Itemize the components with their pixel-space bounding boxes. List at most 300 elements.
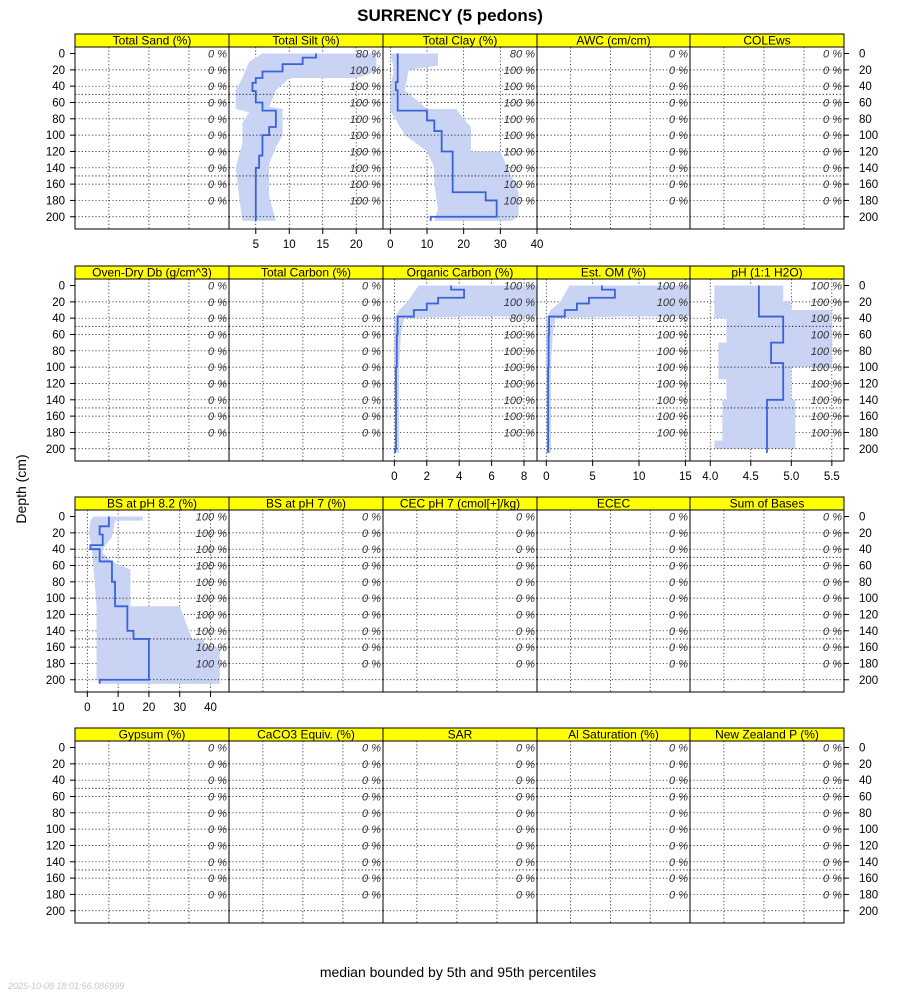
- panel: [229, 497, 383, 693]
- panel: [229, 728, 383, 924]
- y-tick-label: 60: [859, 791, 872, 804]
- y-tick-label: 200: [859, 443, 879, 456]
- data-coverage-label: 0 %: [823, 609, 842, 622]
- data-coverage-label: 100 %: [349, 130, 381, 143]
- data-coverage-label: 100 %: [810, 394, 842, 407]
- data-coverage-label: 0 %: [669, 113, 688, 126]
- y-tick-label: 180: [45, 658, 65, 671]
- y-tick-label: 20: [52, 64, 65, 77]
- data-coverage-label: 0 %: [362, 362, 381, 375]
- panel: [383, 497, 537, 693]
- data-coverage-label: 0 %: [516, 824, 535, 837]
- y-tick-label: 100: [45, 824, 65, 837]
- x-tick-label: 0: [84, 702, 91, 714]
- y-tick-label: 180: [859, 195, 879, 208]
- data-coverage-label: 0 %: [208, 179, 227, 192]
- y-tick-label: 20: [52, 758, 65, 771]
- data-coverage-label: 100 %: [810, 280, 842, 293]
- x-tick-label: 20: [457, 239, 471, 251]
- x-tick-label: 4.5: [742, 471, 759, 483]
- y-tick-label: 0: [859, 511, 866, 524]
- panel-strip-label: COLEws: [743, 33, 791, 48]
- y-tick-label: 80: [859, 113, 872, 126]
- data-coverage-label: 0 %: [362, 742, 381, 755]
- y-tick-label: 140: [45, 856, 65, 869]
- data-coverage-label: 0 %: [516, 742, 535, 755]
- data-coverage-label: 0 %: [208, 824, 227, 837]
- panel: [75, 728, 229, 924]
- data-coverage-label: 0 %: [208, 427, 227, 440]
- y-tick-label: 0: [58, 511, 65, 524]
- data-coverage-label: 100 %: [810, 411, 842, 424]
- data-coverage-label: 0 %: [823, 593, 842, 606]
- panel-border: [75, 279, 229, 461]
- y-tick-label: 100: [45, 362, 65, 375]
- data-coverage-label: 100 %: [195, 511, 227, 524]
- figure-caption: median bounded by 5th and 95th percentiles: [319, 964, 597, 980]
- y-tick-label: 140: [45, 625, 65, 638]
- y-tick-label: 60: [52, 791, 65, 804]
- data-coverage-label: 0 %: [362, 411, 381, 424]
- panel: [690, 34, 844, 230]
- y-axis-label: Depth (cm): [13, 454, 29, 524]
- x-tick-label: 5: [252, 239, 259, 251]
- panel: [690, 728, 844, 924]
- data-coverage-label: 0 %: [516, 511, 535, 524]
- y-tick-label: 100: [45, 593, 65, 606]
- data-coverage-label: 0 %: [362, 840, 381, 853]
- y-tick-label: 80: [859, 807, 872, 820]
- data-coverage-label: 0 %: [208, 807, 227, 820]
- data-coverage-label: 100 %: [195, 625, 227, 638]
- data-coverage-label: 0 %: [516, 560, 535, 573]
- figure-title: SURRENCY (5 pedons): [357, 6, 543, 25]
- y-tick-label: 80: [859, 345, 872, 358]
- data-coverage-label: 100 %: [503, 427, 535, 440]
- data-coverage-label: 0 %: [516, 527, 535, 540]
- panel-strip-label: Est. OM (%): [580, 265, 647, 280]
- data-coverage-label: 0 %: [823, 527, 842, 540]
- y-tick-label: 40: [52, 313, 65, 326]
- data-coverage-label: 100 %: [503, 195, 535, 208]
- y-tick-label: 0: [58, 742, 65, 755]
- data-coverage-label: 0 %: [516, 807, 535, 820]
- data-coverage-label: 100 %: [349, 195, 381, 208]
- data-coverage-label: 0 %: [823, 791, 842, 804]
- y-tick-label: 100: [859, 593, 879, 606]
- data-coverage-label: 0 %: [208, 856, 227, 869]
- x-tick-label: 20: [142, 702, 156, 714]
- y-tick-label: 200: [45, 211, 65, 224]
- data-coverage-label: 100 %: [349, 97, 381, 110]
- data-coverage-label: 100 %: [810, 378, 842, 391]
- panel-border: [229, 510, 383, 692]
- panel: [383, 266, 537, 484]
- data-coverage-label: 0 %: [669, 658, 688, 671]
- data-coverage-label: 0 %: [208, 411, 227, 424]
- data-coverage-label: 0 %: [362, 560, 381, 573]
- panel: [537, 34, 690, 230]
- y-tick-label: 40: [859, 544, 872, 557]
- data-coverage-label: 0 %: [362, 889, 381, 902]
- data-coverage-label: 0 %: [823, 162, 842, 175]
- panel: [383, 34, 543, 252]
- data-coverage-label: 0 %: [669, 840, 688, 853]
- y-tick-label: 100: [859, 824, 879, 837]
- y-tick-label: 120: [45, 146, 65, 159]
- data-coverage-label: 0 %: [823, 195, 842, 208]
- data-coverage-label: 0 %: [208, 378, 227, 391]
- panel-strip-label: Total Silt (%): [272, 33, 340, 48]
- data-coverage-label: 0 %: [362, 576, 381, 589]
- panel-strip-label: Total Clay (%): [422, 33, 498, 48]
- y-tick-label: 180: [859, 427, 879, 440]
- data-coverage-label: 0 %: [669, 97, 688, 110]
- data-coverage-label: 0 %: [516, 658, 535, 671]
- y-tick-label: 40: [859, 775, 872, 788]
- panel-strip-label: BS at pH 8.2 (%): [106, 496, 198, 511]
- panel: [229, 34, 383, 252]
- panel-strip-label: Total Carbon (%): [260, 265, 352, 280]
- data-coverage-label: 0 %: [823, 856, 842, 869]
- y-tick-label: 0: [859, 280, 866, 293]
- percentile-band: [390, 54, 518, 221]
- data-coverage-label: 0 %: [208, 97, 227, 110]
- data-coverage-label: 0 %: [208, 64, 227, 77]
- y-tick-label: 60: [859, 560, 872, 573]
- data-coverage-label: 0 %: [362, 873, 381, 886]
- data-coverage-label: 100 %: [349, 64, 381, 77]
- panel: [383, 728, 537, 924]
- data-coverage-label: 0 %: [823, 179, 842, 192]
- y-tick-label: 100: [859, 130, 879, 143]
- y-tick-label: 200: [45, 905, 65, 918]
- data-coverage-label: 100 %: [810, 427, 842, 440]
- data-coverage-label: 0 %: [362, 593, 381, 606]
- data-coverage-label: 0 %: [208, 362, 227, 375]
- data-coverage-label: 0 %: [823, 889, 842, 902]
- y-tick-label: 0: [58, 280, 65, 293]
- y-tick-label: 160: [45, 411, 65, 424]
- data-coverage-label: 0 %: [208, 313, 227, 326]
- panel-strip-label: Sum of Bases: [729, 496, 805, 511]
- data-coverage-label: 100 %: [810, 296, 842, 309]
- y-tick-label: 200: [859, 211, 879, 224]
- y-tick-label: 60: [859, 97, 872, 110]
- y-tick-label: 40: [52, 81, 65, 94]
- data-coverage-label: 0 %: [669, 130, 688, 143]
- panel-border: [383, 741, 537, 923]
- panel-strip-label: New Zealand P (%): [715, 727, 819, 742]
- panel-strip-label: Al Saturation (%): [568, 727, 659, 742]
- y-tick-label: 200: [859, 674, 879, 687]
- data-coverage-label: 100 %: [349, 179, 381, 192]
- y-tick-label: 180: [859, 658, 879, 671]
- x-tick-label: 10: [282, 239, 296, 251]
- data-coverage-label: 0 %: [669, 195, 688, 208]
- data-coverage-label: 100 %: [349, 113, 381, 126]
- data-coverage-label: 0 %: [362, 658, 381, 671]
- data-coverage-label: 100 %: [195, 544, 227, 557]
- data-coverage-label: 0 %: [362, 329, 381, 342]
- y-tick-label: 20: [859, 296, 872, 309]
- panel-border: [75, 47, 229, 229]
- data-coverage-label: 100 %: [195, 658, 227, 671]
- data-coverage-label: 0 %: [669, 625, 688, 638]
- y-tick-label: 20: [859, 758, 872, 771]
- data-coverage-label: 80 %: [509, 48, 535, 61]
- data-coverage-label: 0 %: [823, 642, 842, 655]
- panel-strip-label: ECEC: [596, 496, 631, 511]
- data-coverage-label: 100 %: [503, 81, 535, 94]
- data-coverage-label: 0 %: [669, 81, 688, 94]
- panel-strip-label: Total Sand (%): [112, 33, 192, 48]
- panel-border: [690, 47, 844, 229]
- y-tick-label: 140: [45, 394, 65, 407]
- data-coverage-label: 0 %: [823, 511, 842, 524]
- data-coverage-label: 100 %: [656, 411, 688, 424]
- data-coverage-label: 0 %: [669, 791, 688, 804]
- data-coverage-label: 0 %: [362, 394, 381, 407]
- data-coverage-label: 100 %: [656, 427, 688, 440]
- x-tick-label: 5.5: [823, 471, 840, 483]
- data-coverage-label: 0 %: [823, 840, 842, 853]
- y-tick-label: 40: [859, 313, 872, 326]
- y-tick-label: 120: [859, 609, 879, 622]
- data-coverage-label: 0 %: [516, 775, 535, 788]
- data-coverage-label: 100 %: [656, 362, 688, 375]
- data-coverage-label: 100 %: [503, 329, 535, 342]
- x-tick-label: 10: [632, 471, 646, 483]
- data-coverage-label: 0 %: [823, 81, 842, 94]
- data-coverage-label: 0 %: [208, 113, 227, 126]
- x-tick-label: 5: [589, 471, 596, 483]
- data-coverage-label: 0 %: [823, 48, 842, 61]
- data-coverage-label: 0 %: [362, 427, 381, 440]
- y-tick-label: 160: [859, 873, 879, 886]
- y-tick-label: 200: [859, 905, 879, 918]
- data-coverage-label: 0 %: [362, 807, 381, 820]
- data-coverage-label: 100 %: [503, 179, 535, 192]
- data-coverage-label: 100 %: [656, 394, 688, 407]
- y-tick-label: 100: [45, 130, 65, 143]
- data-coverage-label: 0 %: [516, 593, 535, 606]
- data-coverage-label: 100 %: [656, 313, 688, 326]
- data-coverage-label: 0 %: [669, 576, 688, 589]
- data-coverage-label: 100 %: [349, 146, 381, 159]
- data-coverage-label: 0 %: [362, 856, 381, 869]
- data-coverage-label: 0 %: [208, 889, 227, 902]
- panel-strip-label: pH (1:1 H2O): [731, 265, 803, 280]
- data-coverage-label: 100 %: [503, 130, 535, 143]
- data-coverage-label: 0 %: [208, 195, 227, 208]
- x-tick-label: 0: [387, 239, 394, 251]
- data-coverage-label: 100 %: [195, 593, 227, 606]
- y-tick-label: 80: [859, 576, 872, 589]
- data-coverage-label: 0 %: [669, 873, 688, 886]
- panel-border: [75, 741, 229, 923]
- panel-border: [537, 741, 690, 923]
- data-coverage-label: 0 %: [669, 824, 688, 837]
- data-coverage-label: 100 %: [503, 146, 535, 159]
- panel-strip-label: Organic Carbon (%): [406, 265, 514, 280]
- y-tick-label: 40: [52, 544, 65, 557]
- y-tick-label: 180: [45, 195, 65, 208]
- panel-strip-label: Gypsum (%): [118, 727, 186, 742]
- data-coverage-label: 0 %: [516, 544, 535, 557]
- y-tick-label: 20: [859, 64, 872, 77]
- data-coverage-label: 0 %: [362, 544, 381, 557]
- data-coverage-label: 100 %: [503, 97, 535, 110]
- y-tick-label: 80: [52, 113, 65, 126]
- data-coverage-label: 0 %: [208, 280, 227, 293]
- data-coverage-label: 0 %: [362, 296, 381, 309]
- data-coverage-label: 0 %: [669, 642, 688, 655]
- data-coverage-label: 0 %: [823, 560, 842, 573]
- y-tick-label: 60: [52, 560, 65, 573]
- panel-border: [690, 741, 844, 923]
- data-coverage-label: 0 %: [208, 758, 227, 771]
- panel-border: [229, 741, 383, 923]
- data-coverage-label: 0 %: [823, 824, 842, 837]
- data-coverage-label: 0 %: [516, 791, 535, 804]
- data-coverage-label: 0 %: [669, 807, 688, 820]
- panel-border: [383, 510, 537, 692]
- panel-border: [537, 47, 690, 229]
- y-tick-label: 20: [52, 527, 65, 540]
- y-tick-label: 120: [859, 840, 879, 853]
- data-coverage-label: 0 %: [362, 378, 381, 391]
- x-tick-label: 4.0: [702, 471, 719, 483]
- y-tick-label: 160: [45, 642, 65, 655]
- y-tick-label: 140: [859, 625, 879, 638]
- panel-border: [690, 510, 844, 692]
- y-tick-label: 120: [859, 378, 879, 391]
- data-coverage-label: 0 %: [669, 593, 688, 606]
- data-coverage-label: 0 %: [669, 742, 688, 755]
- data-coverage-label: 100 %: [810, 329, 842, 342]
- data-coverage-label: 100 %: [656, 345, 688, 358]
- y-tick-label: 60: [859, 329, 872, 342]
- data-coverage-label: 0 %: [362, 791, 381, 804]
- data-coverage-label: 0 %: [669, 527, 688, 540]
- data-coverage-label: 100 %: [195, 609, 227, 622]
- data-coverage-label: 0 %: [823, 130, 842, 143]
- data-coverage-label: 0 %: [208, 873, 227, 886]
- data-coverage-label: 0 %: [823, 873, 842, 886]
- data-coverage-label: 0 %: [669, 889, 688, 902]
- panel: [75, 266, 229, 462]
- panel-strip-label: AWC (cm/cm): [576, 33, 651, 48]
- data-coverage-label: 0 %: [516, 576, 535, 589]
- data-coverage-label: 100 %: [503, 345, 535, 358]
- data-coverage-label: 100 %: [503, 113, 535, 126]
- data-coverage-label: 100 %: [656, 329, 688, 342]
- data-coverage-label: 0 %: [516, 758, 535, 771]
- x-tick-label: 5.0: [783, 471, 800, 483]
- y-tick-label: 0: [58, 48, 65, 61]
- y-tick-label: 40: [52, 775, 65, 788]
- data-coverage-label: 0 %: [823, 576, 842, 589]
- data-coverage-label: 0 %: [362, 775, 381, 788]
- panel: [537, 266, 692, 484]
- data-coverage-label: 0 %: [516, 889, 535, 902]
- y-tick-label: 100: [859, 362, 879, 375]
- x-tick-label: 30: [173, 702, 187, 714]
- data-coverage-label: 0 %: [823, 544, 842, 557]
- panel-strip-label: CaCO3 Equiv. (%): [257, 727, 355, 742]
- y-tick-label: 160: [45, 179, 65, 192]
- y-tick-label: 140: [45, 162, 65, 175]
- panel: [690, 497, 844, 693]
- y-tick-label: 120: [45, 609, 65, 622]
- data-coverage-label: 0 %: [669, 609, 688, 622]
- y-tick-label: 160: [45, 873, 65, 886]
- data-coverage-label: 0 %: [208, 296, 227, 309]
- panel: [690, 266, 844, 484]
- panel-strip-label: SAR: [447, 727, 473, 742]
- y-tick-label: 80: [52, 807, 65, 820]
- x-tick-label: 0: [543, 471, 550, 483]
- data-coverage-label: 0 %: [362, 824, 381, 837]
- data-coverage-label: 80 %: [355, 48, 381, 61]
- y-tick-label: 140: [859, 162, 879, 175]
- x-tick-label: 20: [349, 239, 363, 251]
- data-coverage-label: 0 %: [823, 775, 842, 788]
- panel: [75, 34, 229, 230]
- x-tick-label: 6: [488, 471, 495, 483]
- data-coverage-label: 0 %: [362, 609, 381, 622]
- y-tick-label: 180: [45, 427, 65, 440]
- x-tick-label: 15: [316, 239, 330, 251]
- data-coverage-label: 0 %: [823, 113, 842, 126]
- data-coverage-label: 0 %: [208, 840, 227, 853]
- data-coverage-label: 0 %: [362, 642, 381, 655]
- data-coverage-label: 100 %: [656, 280, 688, 293]
- data-coverage-label: 0 %: [516, 856, 535, 869]
- data-coverage-label: 0 %: [208, 775, 227, 788]
- data-coverage-label: 100 %: [503, 280, 535, 293]
- data-coverage-label: 0 %: [823, 64, 842, 77]
- data-coverage-label: 0 %: [516, 609, 535, 622]
- data-coverage-label: 100 %: [349, 162, 381, 175]
- y-tick-label: 160: [859, 411, 879, 424]
- y-tick-label: 0: [859, 48, 866, 61]
- x-tick-label: 15: [678, 471, 692, 483]
- data-coverage-label: 0 %: [516, 873, 535, 886]
- y-tick-label: 20: [52, 296, 65, 309]
- y-tick-label: 0: [859, 742, 866, 755]
- data-coverage-label: 100 %: [503, 411, 535, 424]
- data-coverage-label: 0 %: [362, 527, 381, 540]
- data-coverage-label: 0 %: [208, 791, 227, 804]
- panel: [537, 728, 690, 924]
- x-tick-label: 8: [520, 471, 528, 483]
- data-coverage-label: 0 %: [823, 97, 842, 110]
- panel-strip-label: CEC pH 7 (cmol[+]/kg): [399, 496, 521, 511]
- data-coverage-label: 0 %: [669, 64, 688, 77]
- x-tick-label: 10: [111, 702, 125, 714]
- data-coverage-label: 0 %: [669, 179, 688, 192]
- timestamp-watermark: 2025-10-08 18:01:56.086999: [8, 981, 125, 991]
- data-coverage-label: 100 %: [195, 527, 227, 540]
- data-coverage-label: 0 %: [669, 775, 688, 788]
- data-coverage-label: 0 %: [823, 625, 842, 638]
- data-coverage-label: 0 %: [208, 162, 227, 175]
- panel: [537, 497, 690, 693]
- data-coverage-label: 0 %: [669, 758, 688, 771]
- data-coverage-label: 0 %: [516, 625, 535, 638]
